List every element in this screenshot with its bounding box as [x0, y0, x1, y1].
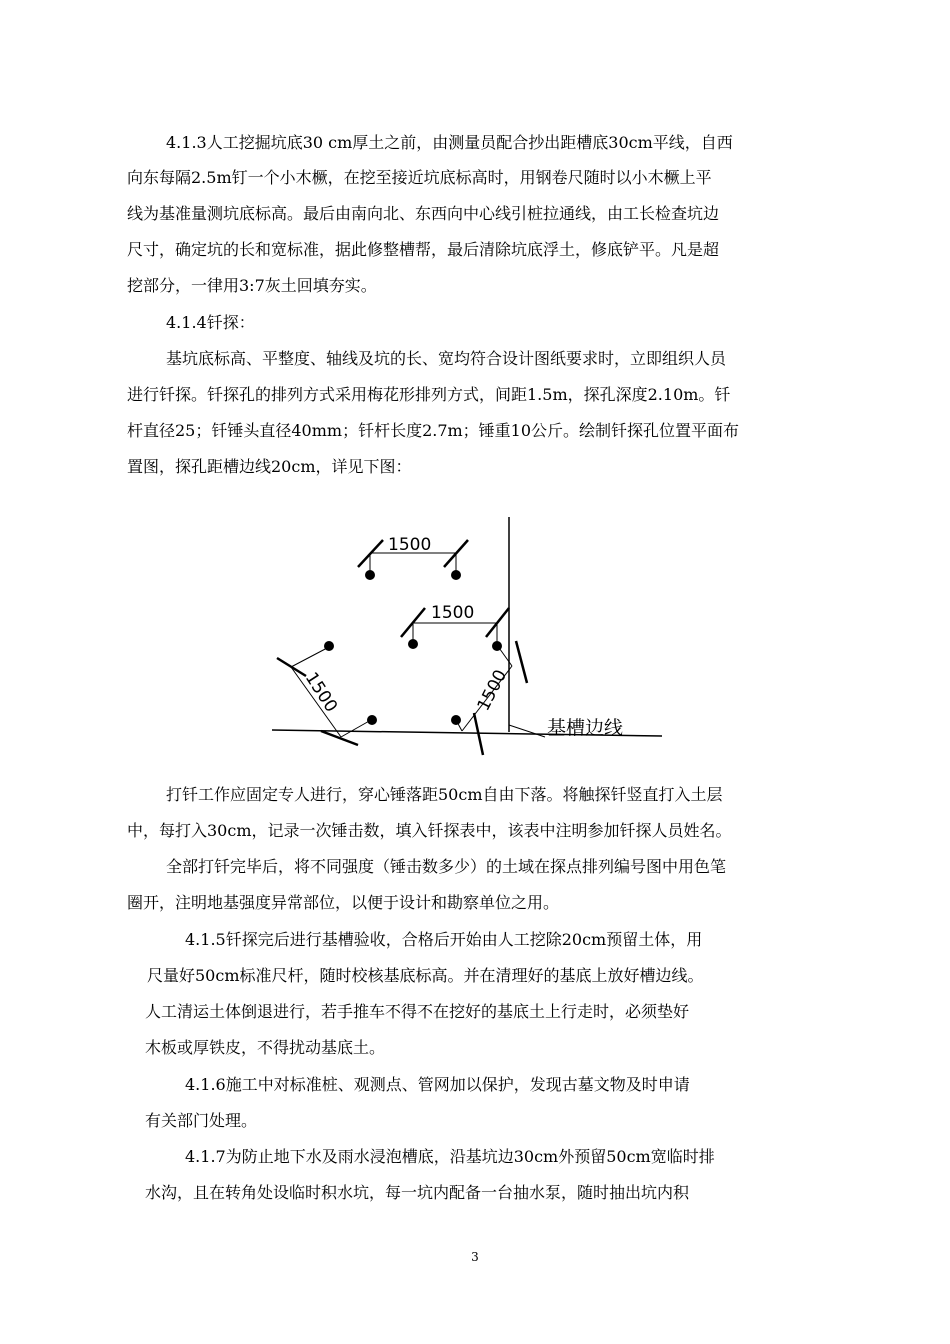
dim-label-top: 1500 [388, 535, 432, 555]
para-414-line-4: 置图，探孔距槽边线20cm，详见下图： [127, 457, 412, 476]
para-413-line-2: 向东每隔2.5m钉一个小木橛，在挖至接近坑底标高时，用钢卷尺随时以小木橛上平 [127, 168, 712, 187]
para-417-line-1: 4.1.7为防止地下水及雨水浸泡槽底，沿基坑边30cm外预留50cm宽临时排 [185, 1147, 715, 1166]
trench-edge-label: 基槽边线 [547, 717, 624, 739]
para-416-line-2: 有关部门处理。 [145, 1111, 258, 1130]
para-417-line-2: 水沟，且在转角处设临时积水坑，每一坑内配备一台抽水泵，随时抽出坑内积 [145, 1183, 690, 1202]
para-done-line-2: 圈开，注明地基强度异常部位，以便于设计和勘察单位之用。 [127, 893, 560, 912]
para-drive-line-1: 打钎工作应固定专人进行，穿心锤落距50cm自由下落。将触探钎竖直打入土层 [166, 785, 723, 804]
probe-hole-layout-diagram [268, 512, 668, 762]
heading-414: 4.1.4钎探： [166, 313, 255, 332]
para-413-line-1: 4.1.3人工挖掘坑底30 cm厚土之前，由测量员配合抄出距槽底30cm平线，自西 [166, 133, 733, 152]
para-415-line-2: 尺量好50cm标准尺杆，随时校核基底标高。并在清理好的基底上放好槽边线。 [147, 966, 704, 985]
para-415-line-3: 人工清运土体倒退进行，若手推车不得不在挖好的基底土上行走时，必须垫好 [145, 1002, 690, 1021]
dim-label-right: 1500 [473, 666, 512, 715]
para-drive-line-2: 中，每打入30cm，记录一次锤击数，填入钎探表中，该表中注明参加钎探人员姓名。 [127, 821, 732, 840]
page-number: 3 [471, 1250, 479, 1264]
para-416-line-1: 4.1.6施工中对标准桩、观测点、管网加以保护，发现古墓文物及时申请 [185, 1075, 690, 1094]
dim-label-middle: 1500 [431, 603, 475, 623]
para-415-line-4: 木板或厚铁皮，不得扰动基底土。 [145, 1038, 386, 1057]
para-413-line-3: 线为基准量测坑底标高。最后由南向北、东西向中心线引桩拉通线，由工长检查坑边 [127, 204, 720, 223]
para-413-line-4: 尺寸，确定坑的长和宽标准，据此修整槽帮，最后清除坑底浮土，修底铲平。凡是超 [127, 240, 720, 259]
para-done-line-1: 全部打钎完毕后，将不同强度（锤击数多少）的土域在探点排列编号图中用色笔 [166, 857, 727, 876]
para-415-line-1: 4.1.5钎探完后进行基槽验收，合格后开始由人工挖除20cm预留土体，用 [185, 930, 703, 949]
para-413-line-5: 挖部分，一律用3:7灰土回填夯实。 [127, 276, 377, 295]
para-414-line-3: 杆直径25；钎锤头直径40mm；钎杆长度2.7m；锤重10公斤。绘制钎探孔位置平面布 [127, 421, 740, 440]
para-414-line-1: 基坑底标高、平整度、轴线及坑的长、宽均符合设计图纸要求时，立即组织人员 [166, 349, 727, 368]
dim-label-left: 1500 [300, 668, 342, 717]
para-414-line-2: 进行钎探。钎探孔的排列方式采用梅花形排列方式，间距1.5m，探孔深度2.10m。钎 [127, 385, 731, 404]
